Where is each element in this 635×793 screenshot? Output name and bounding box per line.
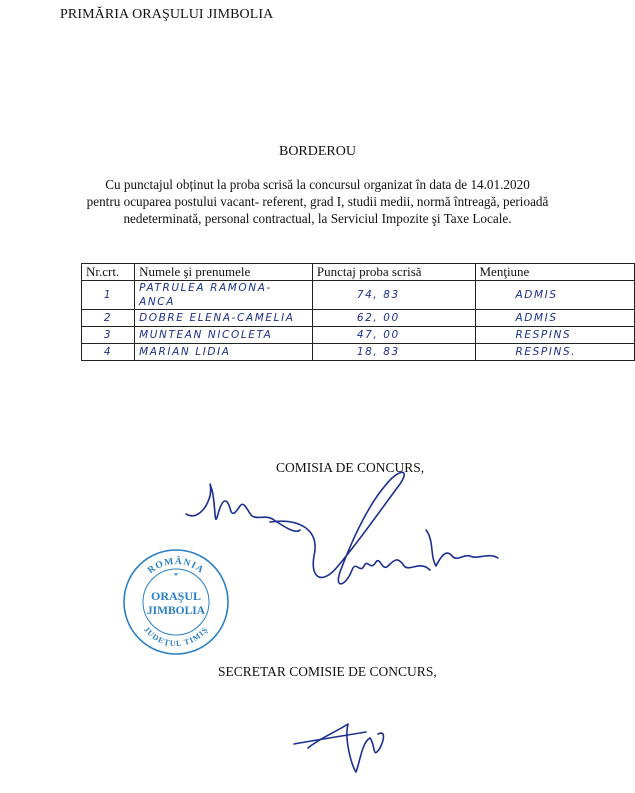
header-name: Numele şi prenumele (135, 264, 313, 281)
stamp-line-2: JIMBOLIA (146, 605, 206, 617)
header-mention: Menţiune (475, 264, 635, 281)
row-score: 62, 00 (312, 310, 475, 327)
document-title: BORDEROU (278, 144, 356, 159)
row-mention: ADMIS (475, 310, 635, 327)
table-row (82, 344, 635, 361)
signature-1 (186, 484, 300, 531)
official-stamp (122, 548, 230, 656)
commission-label: COMISIA DE CONCURS, (276, 460, 425, 475)
stamp-top-text: ROMÂNIA (146, 556, 206, 577)
row-nr: 4 (82, 344, 135, 361)
signature-4 (308, 724, 384, 772)
header-nr: Nr.crt. (82, 264, 135, 281)
row-mention: RESPINS (475, 327, 635, 344)
signature-4b (294, 732, 366, 744)
row-score: 18, 83 (312, 344, 475, 361)
stamp-bottom-text: JUDEŢUL TIMIŞ (141, 625, 211, 649)
row-name: DOBRE ELENA-CAMELIA (135, 310, 313, 327)
intro-paragraph (30, 176, 605, 227)
row-nr: 2 (82, 310, 135, 327)
row-mention: ADMIS (475, 281, 635, 310)
row-score: 74, 83 (312, 281, 475, 310)
signature-3 (426, 530, 498, 566)
intro-line-2: pentru ocuparea postului vacant- referent, grad I, studii medii, normă întreagă, perioadă (86, 194, 549, 209)
signature-2 (270, 472, 430, 584)
row-mention: RESPINS. (475, 344, 635, 361)
stamp-star-icon: * (174, 571, 178, 580)
row-name: PATRULEA RAMONA-ANCA (135, 281, 313, 310)
table-header-row (82, 264, 635, 281)
row-score: 47, 00 (312, 327, 475, 344)
header-score: Punctaj proba scrisă (312, 264, 475, 281)
row-nr: 3 (82, 327, 135, 344)
row-name: MARIAN LIDIA (135, 344, 313, 361)
results-table (81, 263, 635, 361)
table-row (82, 327, 635, 344)
intro-line-1: Cu punctajul obținut la proba scrisă la concursul organizat în data de 14.01.2020 (105, 177, 530, 192)
table-row (82, 310, 635, 327)
table-row (82, 281, 635, 310)
row-name: MUNTEAN NICOLETA (135, 327, 313, 344)
intro-line-3: nedeterminată, personal contractual, la Serviciul Impozite şi Taxe Locale. (123, 211, 512, 226)
row-nr: 1 (82, 281, 135, 310)
secretary-label: SECRETAR COMISIE DE CONCURS, (218, 664, 437, 679)
institution-header: PRIMĂRIA ORAŞULUI JIMBOLIA (60, 7, 274, 22)
stamp-line-1: ORAŞUL (150, 589, 202, 603)
